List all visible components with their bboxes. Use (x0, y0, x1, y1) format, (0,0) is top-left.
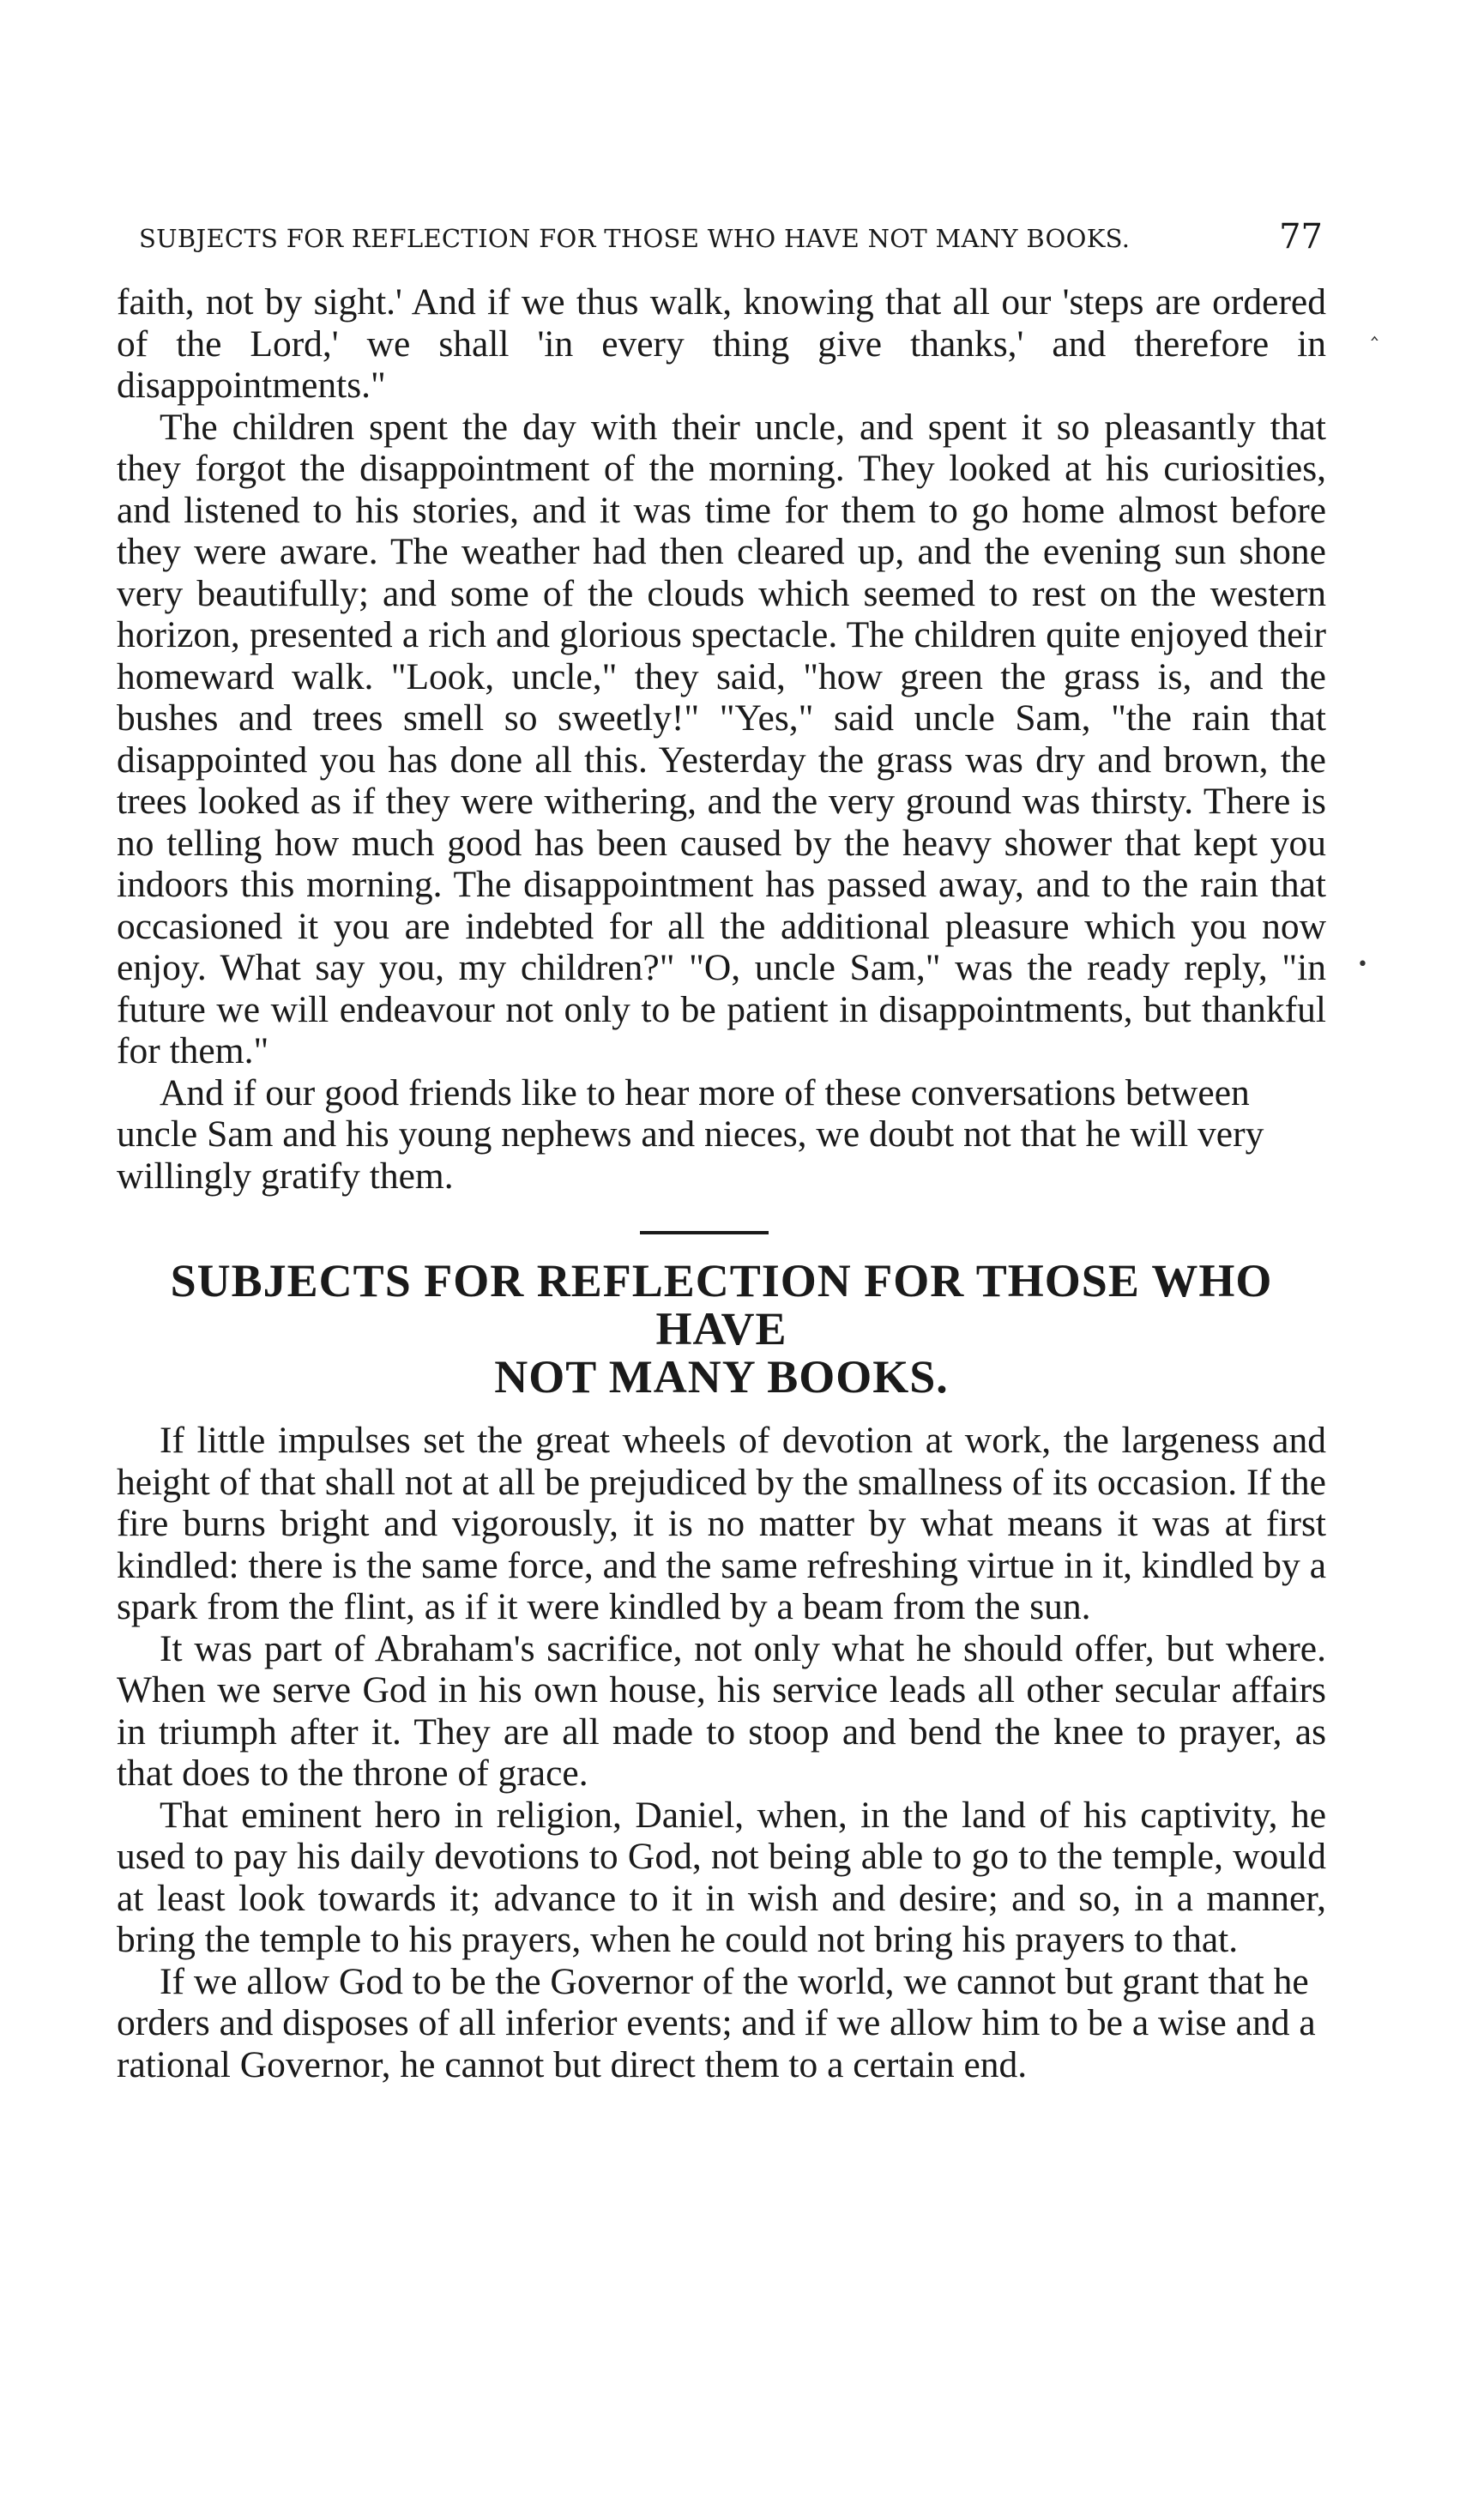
story-paragraph-1: faith, not by sight.' And if we thus walk, knowing that all our 'steps are ordered of the Lord,' we shall 'in every thing give thanks,' and therefore in disappointments." (117, 281, 1326, 406)
section-divider-area (117, 1197, 1326, 1257)
article-paragraph-1: If little impulses set the great wheels of devotion at work, the largeness and height of that shall not at all be prejudiced by the smallness of its occasion. If the fire burns bright and vigorously, it is no matter by what means it was at first kindled: there is the same force, and the same refreshing virtue in it, kindled by a spark from the flint, as if it were kindled by a beam from the sun. (117, 1420, 1326, 1627)
article-heading-line-2: NOT MANY BOOKS. (494, 1351, 949, 1403)
article-paragraph-3: That eminent hero in religion, Daniel, when, in the land of his captivity, he used to pay his daily devotions to God, not being able to go to the temple, would at least look towards it; advance to it in wish and desire; and so, in a manner, bring the temple to his prayers, when he could not bring his prayers to that. (117, 1794, 1326, 1960)
running-title: SUBJECTS FOR REFLECTION FOR THOSE WHO HAVE NOT MANY BOOKS. (139, 224, 1131, 253)
story-paragraph-2: The children spent the day with their uncle, and spent it so pleasantly that they forgot the disappointment of the morning. They looked at his curiosities, and listened to his stories, and it was time for them to go home almost before they were aware. The weather had then cleared up, and the evening sun shone very beautifully; and some of the clouds which seemed to rest on the western horizon, presented a rich and glorious spectacle. The children quite enjoyed their homeward walk. "Look, uncle," they said, "how green the grass is, and the bushes and trees smell so sweetly!" "Yes," said uncle Sam, "the rain that disappointed you has done all this. Yesterday the grass was dry and brown, the trees looked as if they were withering, and the very ground was thirsty. There is no telling how much good has been caused by the heavy shower that kept you indoors this morning. The disappointment has passed away, and to the rain that occasioned it you are indebted for all the additional pleasure which you now enjoy. What say you, my children?" "O, uncle Sam," was the ready reply, "in future we will endeavour not only to be patient in disappointments, but thankful for them." (117, 406, 1326, 1071)
body-column (117, 281, 1326, 2085)
margin-mark-icon: ‸ (1371, 316, 1378, 341)
story-paragraph-3: And if our good friends like to hear more of these conversations between uncle Sam and his young nephews and nieces, we doubt not that he will very willingly gratify them. (117, 1071, 1264, 1197)
running-head (139, 217, 1323, 256)
article-paragraph-4: If we allow God to be the Governor of the world, we cannot but grant that he orders and disposes of all inferior events; and if we allow him to be a wise and a rational Governor, he cannot but direct them to a certain end. (117, 1960, 1316, 2085)
article-heading-line-1: SUBJECTS FOR REFLECTION FOR THOSE WHO HAVE (170, 1255, 1273, 1355)
page-number: 77 (1279, 217, 1323, 256)
section-divider-rule (640, 1231, 769, 1234)
article-heading (117, 1257, 1326, 1401)
article-paragraph-2: It was part of Abraham's sacrifice, not only what he should offer, but where. When we serve God in his own house, his service leads all other secular affairs in triumph after it. They are all made to stoop and bend the knee to prayer, as that does to the throne of grace. (117, 1627, 1326, 1794)
margin-dot-icon: • (1357, 954, 1368, 975)
